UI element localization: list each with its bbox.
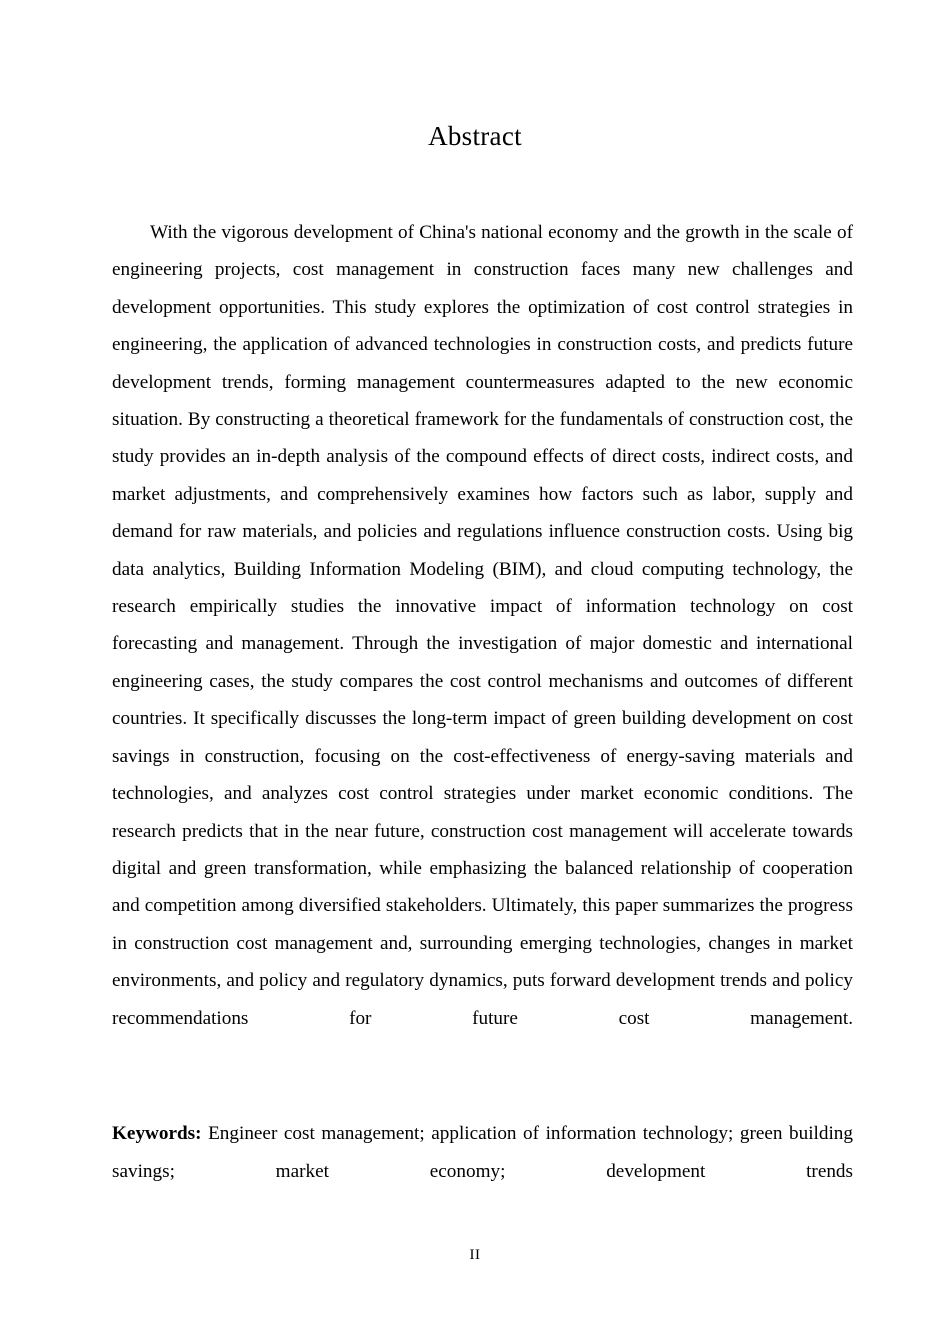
abstract-heading-container: [0, 120, 950, 152]
page-number: II: [469, 1247, 481, 1263]
page-footer: [0, 1246, 950, 1264]
page-title: Abstract: [428, 121, 522, 151]
keywords-section: [112, 1074, 853, 1227]
keywords-values: Engineer cost management; application of information technology; green building savings; market economy; development trends: [112, 1123, 853, 1182]
abstract-paragraph: With the vigorous development of China's national economy and the growth in the scale of engineering projects, cost management in construction faces many new challenges and development opportunities. This study explores the optimization of cost control strategies in engineering, the application of advanced technologies in construction costs, and predicts future development trends, forming management countermeasures adapted to the new economic situation. By constructing a theoretical framework for the fundamentals of construction cost, the study provides an in-depth analysis of the compound effects of direct costs, indirect costs, and market adjustments, and comprehensively examines how factors such as labor, supply and demand for raw materials, and policies and regulations influence construction costs. Using big data analytics, Building Information Modeling (BIM), and cloud computing technology, the research empirically studies the innovative impact of information technology on cost forecasting and management. Through the investigation of major domestic and international engineering cases, the study compares the cost control mechanisms and outcomes of different countries. It specifically discusses the long-term impact of green building development on cost savings in construction, focusing on the cost-effectiveness of energy-saving materials and technologies, and analyzes cost control strategies under market economic conditions. The research predicts that in the near future, construction cost management will accelerate towards digital and green transformation, while emphasizing the balanced relationship of cooperation and competition among diversified stakeholders. Ultimately, this paper summarizes the progress in construction cost management and, surrounding emerging technologies, changes in market environments, and policy and regulatory dynamics, puts forward development trends and policy recommendations for future cost management.: [112, 222, 853, 1029]
document-body: [112, 214, 853, 1228]
keywords-label: Keywords:: [112, 1123, 202, 1145]
